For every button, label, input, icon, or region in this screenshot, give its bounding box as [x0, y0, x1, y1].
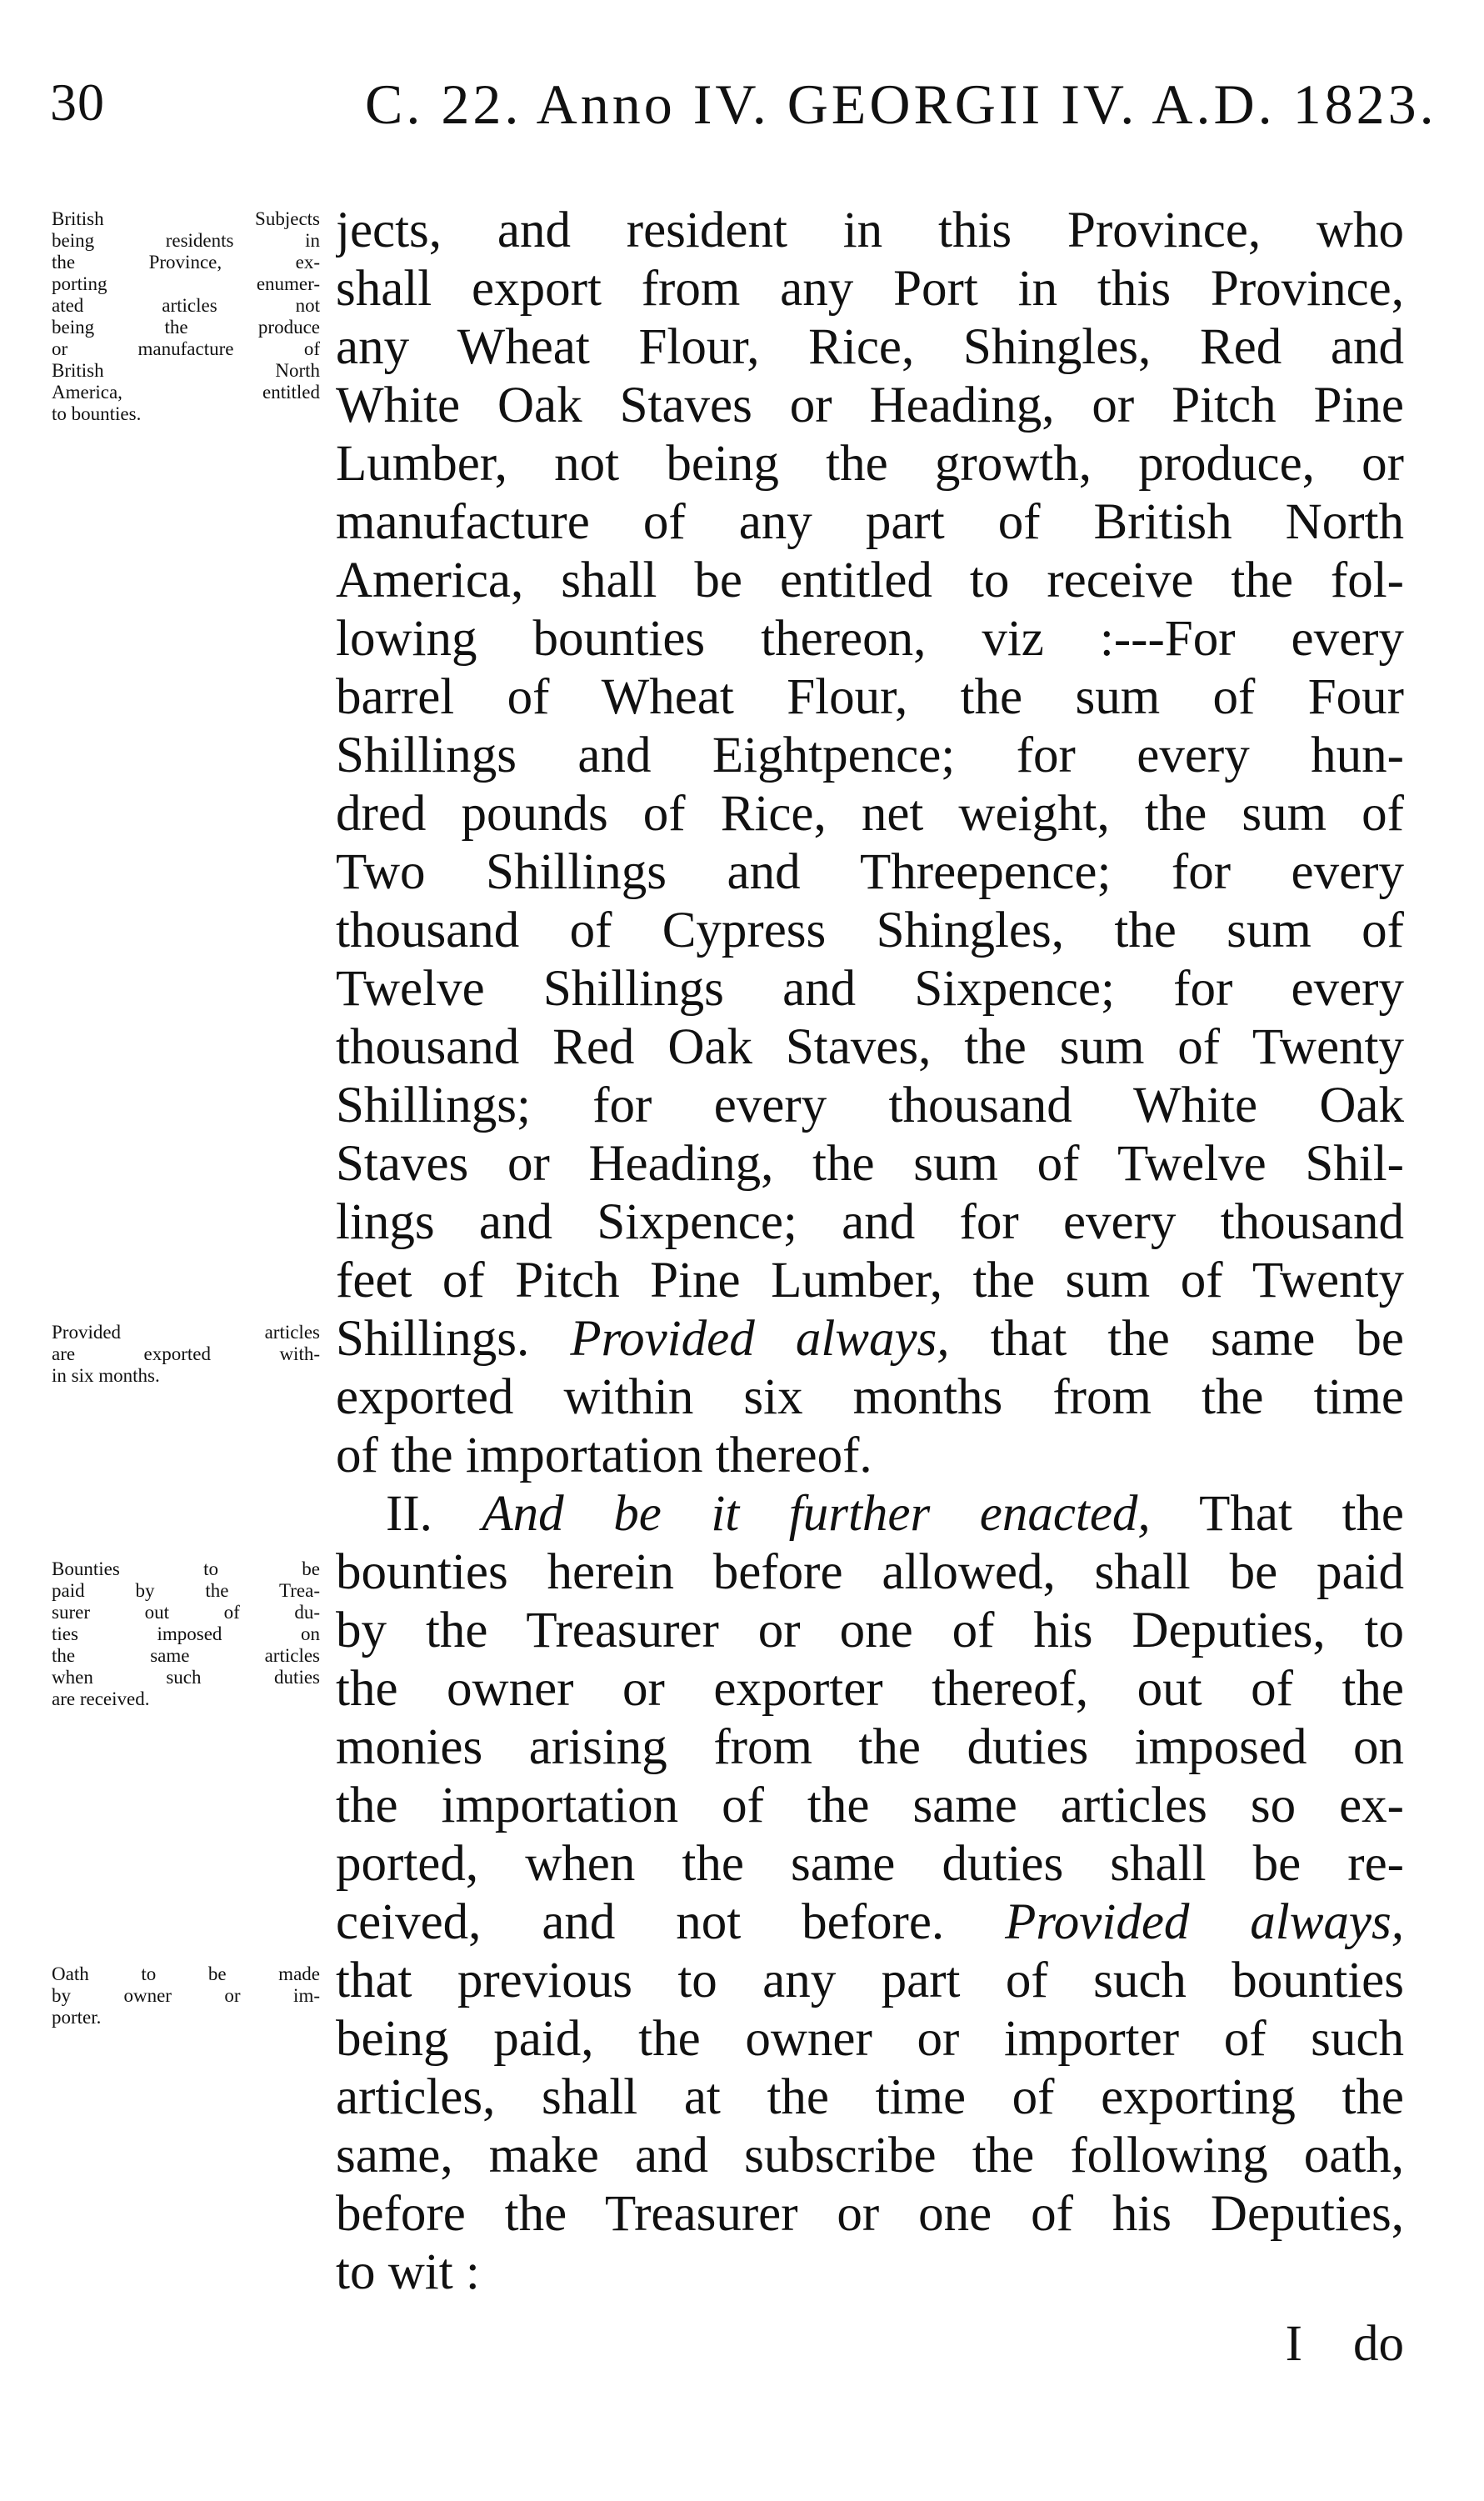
body-line: the owner or exporter thereof, out of the: [336, 1661, 1404, 1717]
body-line: barrel of Wheat Flour, the sum of Four: [336, 669, 1404, 725]
margin-note-line: in six months.: [52, 1365, 160, 1386]
italic-phrase: Provided always,: [570, 1311, 950, 1367]
margin-note-line: paid by the Trea-: [52, 1580, 320, 1601]
margin-note: [52, 1963, 320, 2028]
margin-note-line: ties imposed on: [52, 1623, 320, 1644]
body-line: dred pounds of Rice, net weight, the sum of: [336, 786, 1404, 842]
body-line: by the Treasurer or one of his Deputies, to: [336, 1603, 1404, 1658]
margin-note-line: porting enumer-: [52, 273, 320, 294]
body-line: feet of Pitch Pine Lumber, the sum of Twenty: [336, 1253, 1404, 1308]
body-line: manufacture of any part of British North: [336, 494, 1404, 550]
body-line: Shillings and Eightpence; for every hun-: [336, 728, 1404, 783]
margin-note-line: America, entitled: [52, 382, 320, 403]
margin-note-line: when such duties: [52, 1667, 320, 1688]
body-line: same, make and subscribe the following oath,: [336, 2128, 1404, 2183]
body-line-provided: [336, 1310, 1404, 1368]
margin-note-line: Provided articles: [52, 1322, 320, 1343]
margin-note-line: surer out of du-: [52, 1602, 320, 1623]
margin-note-line: to bounties.: [52, 403, 142, 424]
body-line: America, shall be entitled to receive the fol-: [336, 553, 1404, 608]
margin-note-line: porter.: [52, 2007, 102, 2028]
margin-note-line: British North: [52, 360, 320, 381]
body-line: jects, and resident in this Province, who: [336, 203, 1404, 258]
body-line: articles, shall at the time of exporting the: [336, 2069, 1404, 2125]
margin-note-line: Bounties to be: [52, 1558, 320, 1579]
page-number: 30: [50, 73, 105, 132]
body-line: monies arising from the duties imposed on: [336, 1719, 1404, 1775]
body-line: Lumber, not being the growth, produce, or: [336, 436, 1404, 492]
body-line: the importation of the same articles so ex-: [336, 1778, 1404, 1833]
text-run: that the same be: [949, 1311, 1404, 1367]
italic-phrase: And be it further enacted,: [482, 1486, 1151, 1542]
margin-note-line: Oath to be made: [52, 1963, 320, 1984]
margin-note-line: the same articles: [52, 1645, 320, 1666]
text-run: That the: [1150, 1486, 1404, 1542]
section-number: II.: [386, 1486, 482, 1542]
body-line: lings and Sixpence; and for every thousand: [336, 1194, 1404, 1250]
body-line: thousand of Cypress Shingles, the sum of: [336, 903, 1404, 958]
body-line: exported within six months from the time: [336, 1369, 1404, 1425]
margin-note-line: being residents in: [52, 230, 320, 251]
body-line: before the Treasurer or one of his Deputies,: [336, 2186, 1404, 2242]
catchword: I do: [1285, 2316, 1404, 2372]
body-line: to wit :: [336, 2244, 480, 2300]
page-header: [50, 72, 1437, 147]
body-line: of the importation thereof.: [336, 1428, 872, 1483]
running-head: C. 22. Anno IV. GEORGII IV. A.D. 1823.: [365, 73, 1437, 136]
margin-note-line: are received.: [52, 1688, 150, 1709]
margin-note-line: or manufacture of: [52, 338, 320, 359]
body-line: Twelve Shillings and Sixpence; for every: [336, 961, 1404, 1017]
margin-note-line: by owner or im-: [52, 1985, 320, 2006]
italic-phrase: Provided always,: [1005, 1894, 1404, 1950]
margin-note-line: being the produce: [52, 317, 320, 338]
margin-note: [52, 1558, 320, 1710]
body-line: Shillings; for every thousand White Oak: [336, 1078, 1404, 1133]
body-line: bounties herein before allowed, shall be paid: [336, 1544, 1404, 1600]
body-line: being paid, the owner or importer of such: [336, 2011, 1404, 2067]
body-line: thousand Red Oak Staves, the sum of Twenty: [336, 1019, 1404, 1075]
text-run: ceived, and not before.: [336, 1894, 1006, 1950]
margin-note: [52, 208, 320, 425]
margin-note-line: British Subjects: [52, 208, 320, 229]
margin-note-line: the Province, ex-: [52, 252, 320, 273]
body-line: Two Shillings and Threepence; for every: [336, 844, 1404, 900]
body-line: that previous to any part of such bounties: [336, 1953, 1404, 2008]
margin-note-line: are exported with-: [52, 1343, 320, 1364]
body-line-received: [336, 1893, 1404, 1952]
section-two-opening: [386, 1485, 1404, 1543]
body-line: ported, when the same duties shall be re-: [336, 1836, 1404, 1892]
body-line: shall export from any Port in this Province,: [336, 261, 1404, 317]
margin-note: [52, 1322, 320, 1387]
text-run: Shillings.: [336, 1311, 571, 1367]
body-line: lowing bounties thereon, viz :---For every: [336, 611, 1404, 667]
body-line: Staves or Heading, the sum of Twelve Shil-: [336, 1136, 1404, 1192]
body-line: White Oak Staves or Heading, or Pitch Pine: [336, 378, 1404, 433]
margin-note-line: ated articles not: [52, 295, 320, 316]
body-line: any Wheat Flour, Rice, Shingles, Red and: [336, 319, 1404, 375]
